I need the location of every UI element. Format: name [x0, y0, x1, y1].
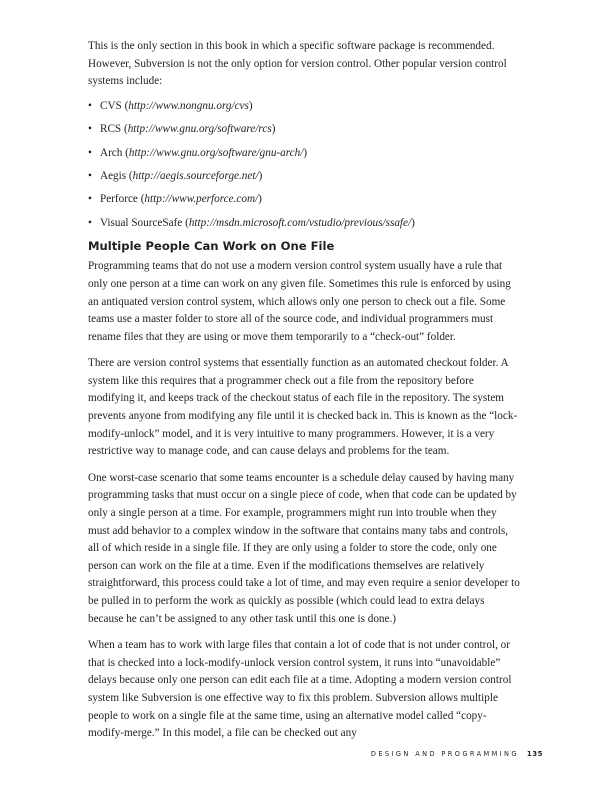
body-paragraph: Programming teams that do not use a modern version control system usually have a rule that only one person at a time can work on any given file. Sometimes this rule is enforced by using an antiquated version control system, which allows only one person to check out a file. Some teams use a master folder to store all of the source code, and individual programmers must rename files that they are using or move them temporarily to a “check-out” folder. [88, 260, 511, 343]
system-url: http://www.nongnu.org/cvs [128, 99, 249, 112]
bullet-icon: • [88, 123, 92, 136]
bullet-icon: • [88, 216, 92, 229]
page-content [88, 38, 520, 752]
list-item: • Arch (http://www.gnu.org/software/gnu-arch/) [88, 145, 520, 163]
page-number: 135 [526, 750, 543, 758]
intro-paragraph: This is the only section in this book in which a specific software package is recommended. However, Subversion is not the only option for version control. Other popular version control systems include: [88, 40, 507, 88]
bullet-icon: • [88, 169, 92, 182]
system-url: http://aegis.sourceforge.net/ [132, 169, 259, 182]
system-url: http://msdn.microsoft.com/vstudio/previous/ssafe/ [188, 216, 412, 229]
list-item: • CVS (http://www.nongnu.org/cvs) [88, 98, 520, 116]
system-url: http://www.perforce.com/ [144, 193, 259, 206]
system-name: CVS [100, 99, 122, 112]
section-heading: Multiple People Can Work on One File [88, 239, 335, 254]
system-name: RCS [100, 123, 122, 136]
bullet-icon: • [88, 193, 92, 206]
system-name: Visual SourceSafe [100, 216, 183, 229]
system-name: Aegis [100, 169, 127, 182]
system-name: Perforce [100, 193, 138, 206]
version-control-list [88, 98, 520, 233]
bullet-icon: • [88, 99, 92, 112]
system-url: http://www.gnu.org/software/rcs [127, 123, 272, 136]
list-item: • Visual SourceSafe (http://msdn.microsoft.com/vstudio/previous/ssafe/) [88, 215, 520, 233]
running-title: DESIGN AND PROGRAMMING [370, 750, 519, 758]
list-item: • Aegis (http://aegis.sourceforge.net/) [88, 168, 520, 186]
system-url: http://www.gnu.org/software/gnu-arch/ [128, 146, 304, 159]
bullet-icon: • [88, 146, 92, 159]
body-paragraph: When a team has to work with large files that contain a lot of code that is not under control, or that is checked into a lock-modify-unlock version control system, it runs into “unavoidable” delays because only one person can edit each file at a time. Adopting a modern version control system like Subversion is one effective way to fix this problem. Subversion allows multiple people to work on a single file at the same time, using an alternative model called “copy-modify-merge.” In this model, a file can be checked out any [88, 639, 512, 740]
page-footer [371, 750, 543, 758]
body-paragraph: One worst-case scenario that some teams encounter is a schedule delay caused by having many programming tasks that must occur on a single piece of code, when that code can be updated by only a single person at a time. For example, programmers might run into trouble when they must add behavior to a complex window in the software that contains many tabs and controls, all of which reside in a single file. If they are only using a folder to store the code, only one person can work on the file at a time. Even if the modifications themselves are relatively straightforward, this process could take a lot of time, and may even require a senior developer to be pulled in to perform the work as quickly as possible (which could lead to extra delays because he can’t be assigned to any other task until this one is done.) [88, 471, 520, 625]
system-name: Arch [100, 146, 123, 159]
list-item: • RCS (http://www.gnu.org/software/rcs) [88, 121, 520, 139]
list-item: • Perforce (http://www.perforce.com/) [88, 191, 520, 209]
body-paragraph: There are version control systems that essentially function as an automated checkout folder. A system like this requires that a programmer check out a file from the repository before modifying it, and keeps track of the checkout status of each file in the repository. The system prevents anyone from modifying any file until it is checked back in. This is known as the “lock-modify-unlock” model, and it is very intuitive to many programmers. However, it is a very restrictive way to manage code, and can cause delays and problems for the team. [88, 357, 518, 458]
